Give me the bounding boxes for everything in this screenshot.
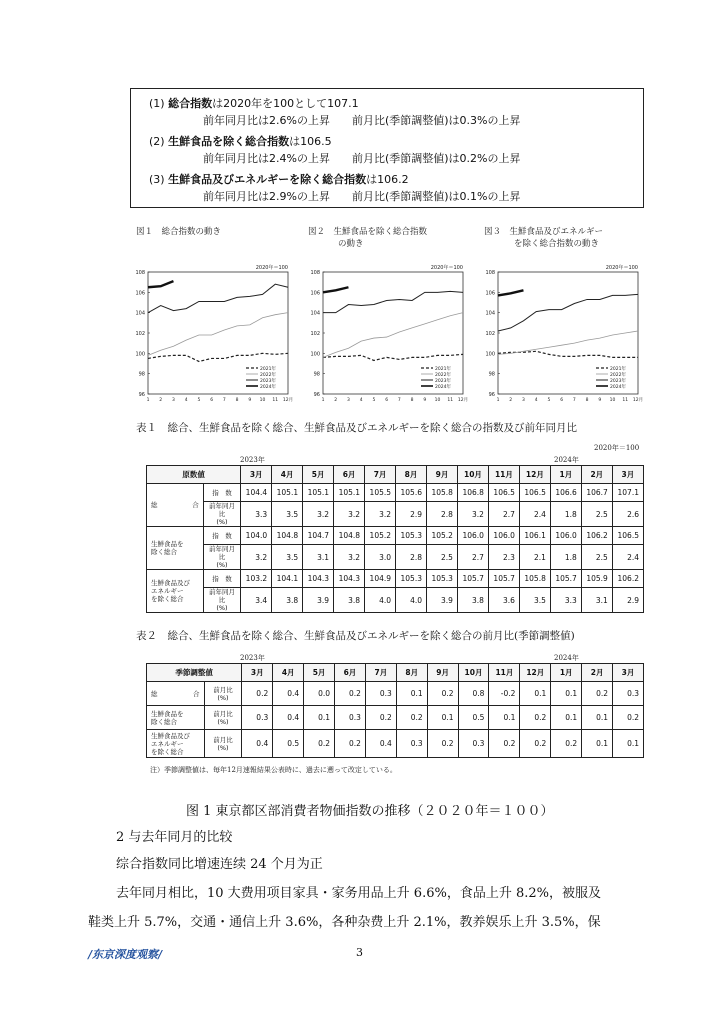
legend-label: 2024年	[435, 384, 451, 390]
legend-label: 2023年	[260, 378, 276, 384]
table1-cell: 3.2	[303, 502, 334, 527]
table2-month: 2月	[582, 664, 613, 682]
fig2-title-b: の動き	[338, 239, 364, 249]
legend-label: 2022年	[435, 372, 451, 378]
y-tick-label: 100	[485, 351, 495, 358]
table1-cell: 3.5	[519, 588, 550, 613]
legend-label: 2023年	[610, 378, 626, 384]
table1-cell: 3.8	[334, 588, 365, 613]
table1-cell: 2.6	[612, 502, 643, 527]
table2-note: 注）季節調整値は、毎年12月速報結果公表時に、過去に遡って改定している。	[150, 766, 397, 774]
x-tick-label: 3	[522, 398, 525, 403]
y-tick-label: 108	[485, 270, 495, 276]
x-tick-label: 2	[509, 398, 513, 403]
table1-cell: 104.7	[303, 527, 334, 545]
y-tick-label: 100	[310, 351, 320, 358]
table1-cell: 105.7	[488, 570, 519, 588]
table1-cell: 2.1	[519, 545, 550, 570]
x-tick-label: 4	[534, 398, 538, 403]
table1-cell: 2.8	[396, 545, 427, 570]
y-tick-label: 96	[488, 392, 495, 398]
table2-cell: 0.1	[582, 706, 613, 730]
table1-month: 1月	[550, 466, 581, 484]
table2-cell: -0.2	[489, 682, 520, 706]
x-tick-label: 6	[560, 398, 564, 403]
x-tick-label: 9	[248, 398, 252, 403]
figure-caption: 图 1 東京都区部消費者物価指数の推移（２０２０年＝１００）	[186, 804, 554, 819]
table1-row-label: 生鮮食品を 除く総合	[147, 527, 204, 570]
table1-month: 12月	[519, 466, 550, 484]
x-tick-label: 10	[259, 398, 266, 403]
x-tick-label: 11	[447, 398, 454, 403]
table2-month: 11月	[489, 664, 520, 682]
table1-cell: 104.1	[272, 570, 303, 588]
table2-month: 3月	[613, 664, 644, 682]
table1-month: 3月	[612, 466, 643, 484]
table1-cell: 106.5	[519, 484, 550, 502]
table2-cell: 0.3	[396, 730, 427, 758]
table2-month: 10月	[458, 664, 489, 682]
table1-sub-label: 指 数	[203, 484, 241, 502]
summary-line-3: (3) 生鮮食品及びエネルギーを除く総合指数は106.2	[149, 173, 409, 186]
series-line	[498, 294, 638, 331]
table1-cell: 3.4	[241, 588, 272, 613]
summary-line-1b: 前年同月比は2.6%の上昇 前月比(季節調整値)は0.3%の上昇	[203, 114, 521, 127]
y-tick-label: 102	[135, 331, 145, 337]
table2-cell: 0.2	[520, 706, 551, 730]
table2-cell: 0.2	[613, 706, 644, 730]
table1-cell: 104.9	[365, 570, 396, 588]
table1-cell: 3.3	[241, 502, 272, 527]
table1-sub-label: 前年同月比 (%)	[203, 588, 241, 613]
series-line	[323, 287, 348, 292]
legend-label: 2021年	[610, 366, 626, 372]
table1-cell: 104.3	[303, 570, 334, 588]
table1-cell: 106.7	[581, 484, 612, 502]
y-tick-label: 98	[138, 371, 145, 378]
table2-month: 1月	[551, 664, 582, 682]
table1-month: 7月	[365, 466, 396, 484]
x-tick-label: 4	[184, 398, 188, 403]
series-line	[498, 290, 523, 295]
table2-cell: 0.4	[273, 706, 304, 730]
table1-cell: 105.6	[396, 484, 427, 502]
table2-cell: 0.8	[458, 682, 489, 706]
table2-month: 4月	[273, 664, 304, 682]
series-line	[148, 353, 288, 361]
table1-month: 2月	[581, 466, 612, 484]
y-tick-label: 106	[485, 290, 495, 297]
table1-cell: 104.4	[241, 484, 272, 502]
x-tick-label: 1	[146, 398, 150, 403]
y-tick-label: 104	[135, 310, 145, 317]
table2-sub-label: 前月比 (%)	[204, 706, 242, 730]
table2-header-label: 季節調整値	[147, 664, 242, 682]
table1-cell: 2.7	[488, 502, 519, 527]
table1-cell: 105.9	[581, 570, 612, 588]
y-tick-label: 108	[135, 270, 145, 276]
table2-cell: 0.1	[582, 730, 613, 758]
table2-cell: 0.4	[365, 730, 396, 758]
table1-cell: 2.4	[612, 545, 643, 570]
series-line	[148, 313, 288, 356]
x-tick-label: 1	[321, 398, 325, 403]
base-label: 2020年＝100	[255, 265, 288, 271]
table1-cell: 105.7	[550, 570, 581, 588]
fig3-title-b: を除く総合指数の動き	[514, 239, 600, 249]
table1-cell: 2.4	[519, 502, 550, 527]
section-heading: 2 与去年同月的比较	[116, 830, 233, 845]
y-tick-label: 96	[138, 392, 145, 398]
summary-line-2: (2) 生鮮食品を除く総合指数は106.5	[149, 135, 332, 148]
y-tick-label: 104	[310, 310, 320, 317]
legend-label: 2023年	[435, 378, 451, 384]
x-tick-label: 9	[423, 398, 427, 403]
table2-cell: 0.3	[365, 682, 396, 706]
table2-cell: 0.2	[520, 730, 551, 758]
table2-month: 5月	[304, 664, 335, 682]
paragraph-line-2: 去年同月相比，10 大费用项目家具・家务用品上升 6.6%，食品上升 8.2%，被服及	[116, 886, 601, 901]
table1	[146, 465, 644, 613]
x-tick-label: 6	[210, 398, 214, 403]
table1-sub-label: 指 数	[203, 570, 241, 588]
table1-base: 2020年＝100	[594, 444, 640, 452]
table2-sub-label: 前月比 (%)	[204, 682, 242, 706]
table2-month: 6月	[335, 664, 366, 682]
table1-cell: 3.1	[303, 545, 334, 570]
x-tick-label: 8	[585, 398, 589, 403]
table2-cell: 0.0	[304, 682, 335, 706]
table1-month: 3月	[241, 466, 272, 484]
table1-cell: 3.1	[581, 588, 612, 613]
page-number: 3	[356, 946, 363, 959]
x-tick-label: 7	[222, 398, 226, 403]
x-tick-label: 2	[334, 398, 338, 403]
table1-month: 10月	[457, 466, 488, 484]
x-tick-label: 4	[359, 398, 363, 403]
base-label: 2020年＝100	[430, 265, 463, 271]
table1-cell: 2.5	[581, 502, 612, 527]
x-tick-label: 3	[347, 398, 350, 403]
legend-label: 2021年	[260, 366, 276, 372]
table1-cell: 105.8	[427, 484, 458, 502]
table1-cell: 105.3	[396, 527, 427, 545]
y-tick-label: 100	[135, 351, 145, 358]
table1-cell: 4.0	[396, 588, 427, 613]
table1-cell: 105.7	[457, 570, 488, 588]
table1-cell: 3.2	[334, 545, 365, 570]
fig3-title-a: 図３ 生鮮食品及びエネルギー	[484, 227, 604, 237]
table2	[146, 663, 644, 758]
table2-row-label: 総 合	[147, 682, 205, 706]
table1-cell: 103.2	[241, 570, 272, 588]
fig2-title-a: 図２ 生鮮食品を除く総合指数	[308, 227, 428, 237]
table2-row-label: 生鮮食品及び エネルギー を除く総合	[147, 730, 205, 758]
series-line	[148, 284, 288, 312]
x-tick-label: 11	[622, 398, 629, 403]
table2-cell: 0.1	[613, 730, 644, 758]
table1-cell: 1.8	[550, 545, 581, 570]
table1-cell: 2.8	[427, 502, 458, 527]
table2-row-label: 生鮮食品を 除く総合	[147, 706, 205, 730]
table1-cell: 105.3	[396, 570, 427, 588]
paragraph-line-1: 综合指数同比增速连续 24 个月为正	[116, 857, 323, 872]
table1-cell: 2.5	[581, 545, 612, 570]
legend-label: 2022年	[260, 372, 276, 378]
chart-fig3	[478, 260, 648, 406]
table1-cell: 3.0	[365, 545, 396, 570]
table1-cell: 3.8	[457, 588, 488, 613]
table1-cell: 106.8	[457, 484, 488, 502]
table1-cell: 106.0	[457, 527, 488, 545]
legend-label: 2021年	[435, 366, 451, 372]
x-tick-label: 5	[547, 398, 551, 403]
y-tick-label: 102	[485, 331, 495, 337]
x-tick-label: 12月	[282, 398, 294, 403]
series-line	[323, 354, 463, 360]
table2-cell: 0.3	[613, 682, 644, 706]
table2-cell: 0.2	[489, 730, 520, 758]
x-tick-label: 5	[372, 398, 376, 403]
table1-cell: 3.2	[365, 502, 396, 527]
y-tick-label: 106	[310, 290, 320, 297]
x-tick-label: 11	[272, 398, 279, 403]
table1-cell: 2.9	[612, 588, 643, 613]
table1-cell: 3.2	[241, 545, 272, 570]
table1-cell: 3.5	[272, 545, 303, 570]
paragraph-line-3: 鞋类上升 5.7%，交通・通信上升 3.6%，各种杂费上升 2.1%，教养娱乐上升 3.5%，保	[88, 915, 601, 930]
table2-cell: 0.2	[365, 706, 396, 730]
table2-cell: 0.2	[551, 730, 582, 758]
legend-label: 2024年	[260, 384, 276, 390]
y-tick-label: 98	[313, 371, 320, 378]
table2-cell: 0.1	[427, 706, 458, 730]
x-tick-label: 7	[397, 398, 401, 403]
summary-line-3b: 前年同月比は2.9%の上昇 前月比(季節調整値)は0.1%の上昇	[203, 190, 521, 203]
table2-cell: 0.1	[551, 706, 582, 730]
table1-year-a: 2023年	[240, 456, 265, 464]
y-tick-label: 102	[310, 331, 320, 337]
table1-cell: 105.1	[334, 484, 365, 502]
table2-cell: 0.2	[335, 730, 366, 758]
x-tick-label: 9	[598, 398, 602, 403]
table1-cell: 106.5	[488, 484, 519, 502]
table1-cell: 3.2	[457, 502, 488, 527]
legend-label: 2022年	[610, 372, 626, 378]
summary-box	[130, 88, 644, 208]
table2-cell: 0.4	[242, 730, 273, 758]
table1-cell: 106.1	[519, 527, 550, 545]
table1-cell: 3.3	[550, 588, 581, 613]
table1-cell: 2.3	[488, 545, 519, 570]
table1-cell: 106.2	[612, 570, 643, 588]
table1-title: 表１ 総合、生鮮食品を除く総合、生鮮食品及びエネルギーを除く総合の指数及び前年同月比	[136, 422, 577, 434]
table2-title: 表２ 総合、生鮮食品を除く総合、生鮮食品及びエネルギーを除く総合の前月比(季節調整値)	[136, 630, 575, 642]
table1-cell: 105.1	[272, 484, 303, 502]
table2-sub-label: 前月比 (%)	[204, 730, 242, 758]
summary-line-2b: 前年同月比は2.4%の上昇 前月比(季節調整値)は0.2%の上昇	[203, 152, 521, 165]
table2-cell: 0.5	[273, 730, 304, 758]
chart-fig2	[303, 260, 473, 406]
table2-cell: 0.3	[335, 706, 366, 730]
table2-cell: 0.2	[582, 682, 613, 706]
series-line	[498, 331, 638, 354]
x-tick-label: 1	[496, 398, 500, 403]
summary-line-1: (1) 総合指数は2020年を100として107.1	[149, 97, 359, 110]
x-tick-label: 5	[197, 398, 201, 403]
table2-cell: 0.1	[551, 682, 582, 706]
table2-year-a: 2023年	[240, 654, 265, 662]
table1-row-label: 総 合	[147, 484, 204, 527]
table1-cell: 3.2	[334, 502, 365, 527]
x-tick-label: 12月	[632, 398, 644, 403]
table1-cell: 104.3	[334, 570, 365, 588]
table2-month: 3月	[242, 664, 273, 682]
table2-cell: 0.2	[427, 730, 458, 758]
table2-month: 9月	[427, 664, 458, 682]
table2-cell: 0.2	[242, 682, 273, 706]
x-tick-label: 10	[609, 398, 616, 403]
table1-cell: 104.8	[334, 527, 365, 545]
table1-cell: 106.5	[612, 527, 643, 545]
table2-cell: 0.5	[458, 706, 489, 730]
table1-row-label: 生鮮食品及び エネルギー を除く総合	[147, 570, 204, 613]
table1-month: 4月	[272, 466, 303, 484]
table2-month: 7月	[365, 664, 396, 682]
table1-cell: 3.6	[488, 588, 519, 613]
table2-month: 12月	[520, 664, 551, 682]
table1-cell: 2.5	[427, 545, 458, 570]
table2-cell: 0.2	[396, 706, 427, 730]
table2-cell: 0.2	[335, 682, 366, 706]
legend-label: 2024年	[610, 384, 626, 390]
table1-cell: 105.1	[303, 484, 334, 502]
y-tick-label: 106	[135, 290, 145, 297]
x-tick-label: 8	[410, 398, 414, 403]
table2-month: 8月	[396, 664, 427, 682]
table1-cell: 104.8	[272, 527, 303, 545]
table2-cell: 0.4	[273, 682, 304, 706]
table1-cell: 3.5	[272, 502, 303, 527]
table1-cell: 3.9	[303, 588, 334, 613]
table1-cell: 105.2	[365, 527, 396, 545]
table1-cell: 107.1	[612, 484, 643, 502]
table2-cell: 0.3	[242, 706, 273, 730]
table1-month: 11月	[488, 466, 519, 484]
x-tick-label: 10	[434, 398, 441, 403]
x-tick-label: 6	[385, 398, 389, 403]
table1-year-b: 2024年	[554, 456, 579, 464]
table1-cell: 4.0	[365, 588, 396, 613]
table1-cell: 3.8	[272, 588, 303, 613]
table2-cell: 0.1	[396, 682, 427, 706]
table2-cell: 0.1	[489, 706, 520, 730]
chart-fig1	[128, 260, 298, 406]
table1-header-label: 原数値	[147, 466, 241, 484]
fig1-title: 図１ 総合指数の動き	[136, 227, 222, 237]
table2-cell: 0.1	[520, 682, 551, 706]
table2-cell: 0.2	[304, 730, 335, 758]
table1-cell: 105.2	[427, 527, 458, 545]
table1-sub-label: 前年同月比 (%)	[203, 502, 241, 527]
y-tick-label: 98	[488, 371, 495, 378]
table1-month: 5月	[303, 466, 334, 484]
table1-cell: 3.9	[427, 588, 458, 613]
footer-logo: /东京深度观察/	[88, 948, 163, 961]
y-tick-label: 108	[310, 270, 320, 276]
table1-cell: 104.0	[241, 527, 272, 545]
series-line	[323, 291, 463, 312]
series-line	[323, 313, 463, 358]
table2-year-b: 2024年	[554, 654, 579, 662]
table1-month: 9月	[427, 466, 458, 484]
table2-cell: 0.3	[458, 730, 489, 758]
table1-cell: 105.8	[519, 570, 550, 588]
table1-cell: 105.5	[365, 484, 396, 502]
table1-cell: 106.2	[581, 527, 612, 545]
table1-cell: 106.0	[550, 527, 581, 545]
base-label: 2020年＝100	[605, 265, 638, 271]
y-tick-label: 96	[313, 392, 320, 398]
table2-cell: 0.1	[304, 706, 335, 730]
y-tick-label: 104	[485, 310, 495, 317]
x-tick-label: 8	[235, 398, 239, 403]
table1-cell: 106.6	[550, 484, 581, 502]
table1-cell: 106.0	[488, 527, 519, 545]
table1-cell: 2.9	[396, 502, 427, 527]
table1-month: 8月	[396, 466, 427, 484]
series-line	[148, 281, 173, 287]
table1-cell: 1.8	[550, 502, 581, 527]
table1-month: 6月	[334, 466, 365, 484]
table1-sub-label: 指 数	[203, 527, 241, 545]
table1-cell: 2.7	[457, 545, 488, 570]
x-tick-label: 2	[159, 398, 163, 403]
x-tick-label: 7	[572, 398, 576, 403]
table2-cell: 0.2	[427, 682, 458, 706]
table1-sub-label: 前年同月比 (%)	[203, 545, 241, 570]
x-tick-label: 3	[172, 398, 175, 403]
x-tick-label: 12月	[457, 398, 469, 403]
table1-cell: 105.3	[427, 570, 458, 588]
